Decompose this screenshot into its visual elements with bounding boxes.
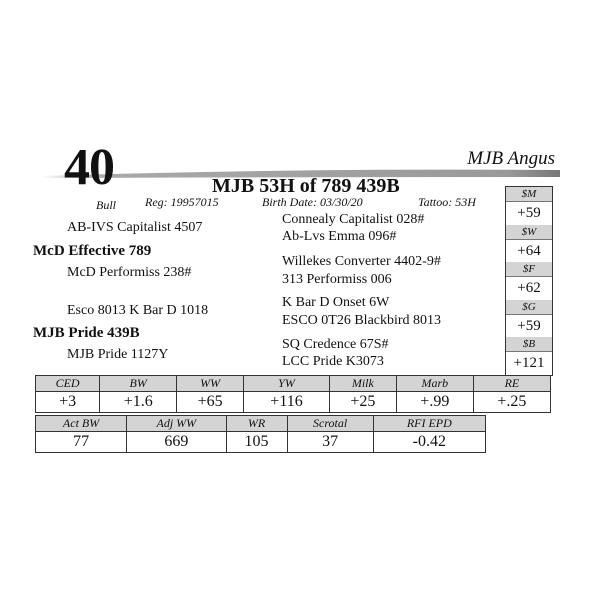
perf-value-rfi-epd: -0.42 xyxy=(373,432,485,453)
performance-value-row xyxy=(36,432,486,453)
epd-value-ced: +3 xyxy=(36,392,100,413)
pedigree-dam-dam: MJB Pride 1127Y xyxy=(67,347,169,362)
perf-header-adj-ww: Adj WW xyxy=(127,416,226,432)
perf-value-act-bw: 77 xyxy=(36,432,127,453)
index-b xyxy=(506,337,552,375)
index-value: +64 xyxy=(506,240,552,264)
pedigree-dam: MJB Pride 439B xyxy=(33,325,140,341)
pedigree-dds-dam: LCC Pride K3073 xyxy=(282,354,384,369)
epd-value-yw: +116 xyxy=(244,392,330,413)
epd-header-row xyxy=(36,376,551,392)
pedigree-dds-sire: SQ Credence 67S# xyxy=(282,337,389,352)
perf-header-act-bw: Act BW xyxy=(36,416,127,432)
index-label: $M xyxy=(506,187,552,202)
epd-value-ww: +65 xyxy=(177,392,244,413)
epd-header-yw: YW xyxy=(244,376,330,392)
pedigree-dss-sire: K Bar D Onset 6W xyxy=(282,295,390,310)
index-value: +59 xyxy=(506,202,552,226)
pedigree-sss-dam: Ab-Lvs Emma 096# xyxy=(282,229,397,244)
pedigree-dam-sire: Esco 8013 K Bar D 1018 xyxy=(67,303,209,318)
registration-number: Reg: 19957015 xyxy=(145,195,219,209)
index-value: +121 xyxy=(513,355,545,372)
animal-sex: Bull xyxy=(96,198,116,212)
pedigree-sss-sire: Connealy Capitalist 028# xyxy=(282,212,425,227)
perf-header-wr: WR xyxy=(226,416,287,432)
epd-value-marb: +.99 xyxy=(396,392,473,413)
index-m xyxy=(506,187,552,225)
epd-header-re: RE xyxy=(473,376,550,392)
farm-name: MJB Angus xyxy=(467,148,555,169)
pedigree-ssd-dam: 313 Performiss 006 xyxy=(282,272,392,287)
index-value: +62 xyxy=(506,277,552,301)
birth-date: Birth Date: 03/30/20 xyxy=(262,195,363,209)
pedigree-sire-dam: McD Performiss 238# xyxy=(67,265,192,280)
perf-value-scrotal: 37 xyxy=(287,432,373,453)
epd-header-milk: Milk xyxy=(329,376,396,392)
index-label: $F xyxy=(506,262,552,277)
epd-value-bw: +1.6 xyxy=(100,392,177,413)
index-label: $W xyxy=(506,225,552,240)
epd-header-ww: WW xyxy=(177,376,244,392)
tattoo: Tattoo: 53H xyxy=(418,195,476,209)
index-label: $G xyxy=(506,300,552,315)
pedigree-ssd-sire: Willekes Converter 4402-9# xyxy=(282,254,441,269)
perf-header-rfi-epd: RFI EPD xyxy=(373,416,485,432)
lot-number: 40 xyxy=(64,139,114,196)
perf-value-wr: 105 xyxy=(226,432,287,453)
epd-value-re: +.25 xyxy=(473,392,550,413)
epd-header-ced: CED xyxy=(36,376,100,392)
perf-header-scrotal: Scrotal xyxy=(287,416,373,432)
performance-table xyxy=(35,415,486,453)
dollar-index-panel xyxy=(505,186,553,376)
pedigree-dss-dam: ESCO 0T26 Blackbird 8013 xyxy=(282,313,442,328)
epd-header-marb: Marb xyxy=(396,376,473,392)
perf-value-adj-ww: 669 xyxy=(127,432,226,453)
index-f xyxy=(506,262,552,300)
epd-table xyxy=(35,375,551,413)
index-w xyxy=(506,225,552,263)
pedigree-sire-sire: AB-IVS Capitalist 4507 xyxy=(67,220,203,235)
index-label: $B xyxy=(506,337,552,352)
animal-name: MJB 53H of 789 439B xyxy=(212,175,400,197)
pedigree-sire: McD Effective 789 xyxy=(33,243,152,259)
performance-header-row xyxy=(36,416,486,432)
index-g xyxy=(506,300,552,338)
epd-value-row xyxy=(36,392,551,413)
index-value: +59 xyxy=(506,315,552,339)
epd-header-bw: BW xyxy=(100,376,177,392)
epd-value-milk: +25 xyxy=(329,392,396,413)
